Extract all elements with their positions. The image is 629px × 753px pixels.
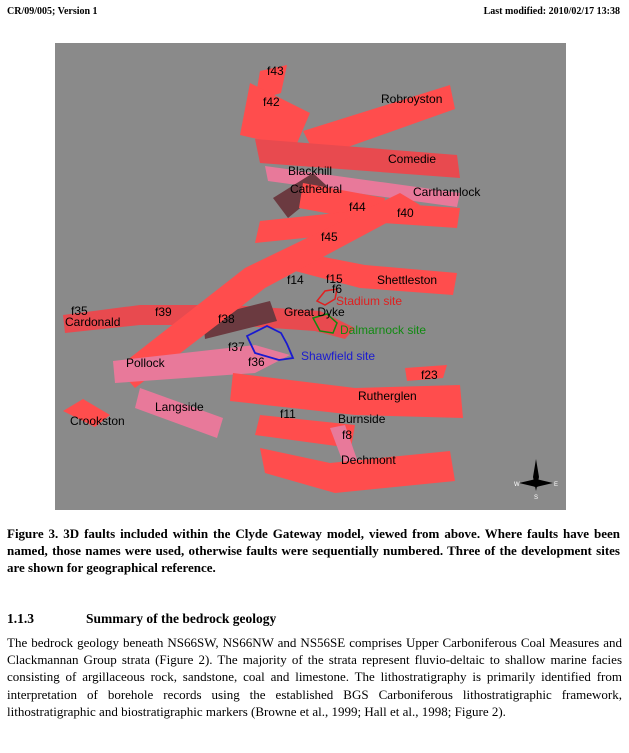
- last-modified: Last modified: 2010/02/17 13:38: [483, 6, 620, 17]
- label-shawfield-site: Shawfield site: [301, 349, 376, 363]
- label-dechmont: Dechmont: [341, 453, 396, 467]
- fault-model-svg: [55, 43, 566, 510]
- label-f35: f35: [71, 304, 88, 318]
- compass-west: W: [514, 482, 520, 488]
- label-shettleston: Shettleston: [377, 273, 438, 287]
- label-f37: f37: [228, 340, 245, 354]
- label-robroyston: Robroyston: [381, 92, 443, 106]
- compass-rose-icon: [514, 459, 558, 501]
- label-comedie: Comedie: [388, 152, 437, 166]
- fault-model-figure: [55, 43, 566, 510]
- label-crookston: Crookston: [70, 414, 125, 428]
- figure-caption: Figure 3. 3D faults included within the Clyde Gateway model, viewed from above. Where faults have been named, those names were used, otherwise faults were sequentially numbered. Three of the development sites are shown for geographical reference.: [7, 526, 620, 575]
- section-title: Summary of the bedrock geology: [86, 611, 277, 626]
- label-dalmarnock-site: Dalmarnock site: [340, 323, 427, 337]
- label-f40: f40: [397, 206, 414, 220]
- label-f15: f15: [326, 272, 343, 286]
- label-f45: f45: [321, 230, 338, 244]
- label-cardonald: Cardonald: [65, 315, 121, 329]
- label-burnside: Burnside: [338, 412, 386, 426]
- label-langside: Langside: [155, 400, 204, 414]
- body-paragraph: The bedrock geology beneath NS66SW, NS66NW and NS56SE comprises Upper Carboniferous Coal Measures and Clackmannan Group strata (Figure 2). The majority of the strata represent fluvio-deltaic to shallow marine facies consisting of argillaceous rock, sandstone, coal and limestone. The lithostratigraphy is primarily identified from interpretation of borehole records using the established BGS Carboniferous lithostratigraphic framework, lithostratigraphic and biostratigraphic markers (Browne et al., 1999; Hall et al., 1998; Figure 2).: [7, 635, 622, 719]
- compass-east: E: [554, 482, 559, 488]
- label-carthamlock: Carthamlock: [413, 185, 481, 199]
- label-f42: f42: [263, 95, 280, 109]
- label-f6: f6: [332, 282, 343, 296]
- section-number: 1.1.3: [7, 611, 34, 626]
- label-f14: f14: [287, 273, 304, 287]
- label-f36: f36: [248, 355, 265, 369]
- label-f8: f8: [342, 428, 353, 442]
- label-great-dyke: Great Dyke: [284, 305, 345, 319]
- label-cathedral: Cathedral: [290, 182, 343, 196]
- label-blackhill: Blackhill: [288, 164, 333, 178]
- compass-south: S: [534, 495, 539, 501]
- label-pollock: Pollock: [126, 356, 165, 370]
- label-f11: f11: [280, 407, 296, 421]
- label-f43: f43: [267, 64, 284, 78]
- section-heading: [7, 611, 276, 627]
- document-id: CR/09/005; Version 1: [7, 6, 98, 17]
- label-f44: f44: [349, 200, 366, 214]
- label-stadium-site: Stadium site: [336, 294, 403, 308]
- label-f38: f38: [218, 312, 235, 326]
- label-rutherglen: Rutherglen: [358, 389, 417, 403]
- label-f39: f39: [155, 305, 172, 319]
- label-f23: f23: [421, 368, 438, 382]
